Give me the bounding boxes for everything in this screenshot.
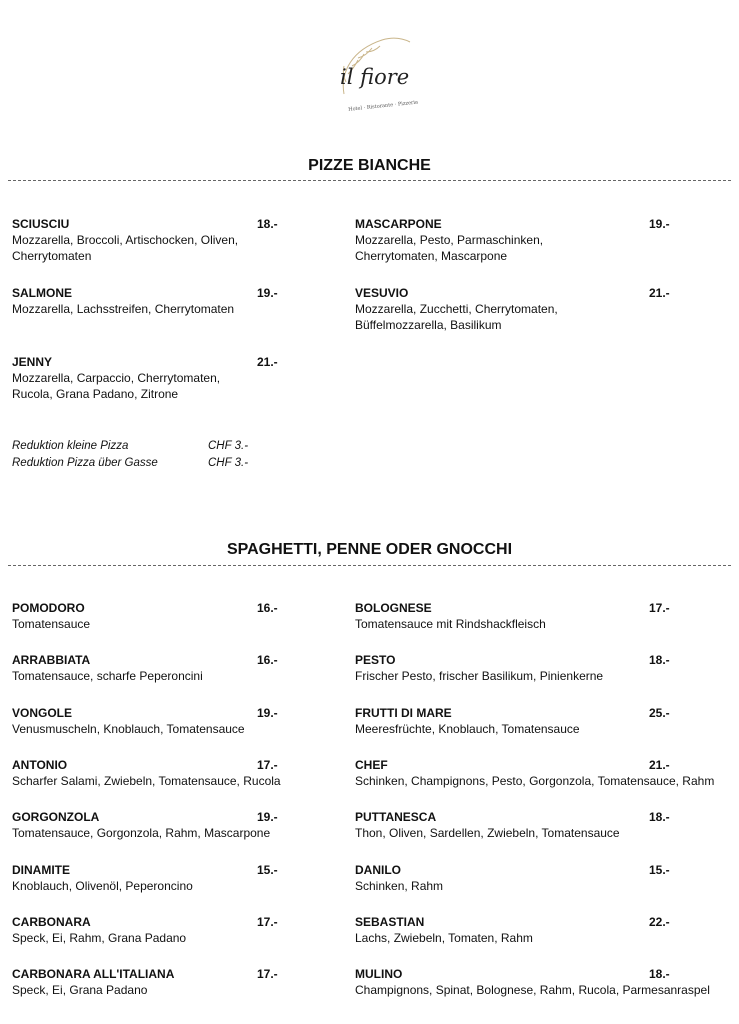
menu-item-bolognese — [355, 600, 685, 632]
menu-item-mulino — [355, 966, 710, 998]
menu-item-vongole — [12, 705, 282, 737]
item-description: Mozzarella, Pesto, Parmaschinken, Cherrytomaten, Mascarpone — [355, 233, 544, 263]
item-price: 19.- — [257, 286, 278, 300]
item-price: 15.- — [649, 862, 670, 877]
item-price: 17.- — [257, 914, 278, 929]
item-price: 25.- — [649, 705, 670, 720]
item-price: 19.- — [257, 705, 278, 720]
item-name: JENNY — [12, 355, 53, 369]
note-pizza-takeaway — [12, 457, 249, 469]
item-name: CARBONARA ALL'ITALIANA — [12, 967, 175, 982]
item-price: 21.- — [257, 355, 278, 369]
menu-item-vesuvio — [355, 285, 685, 333]
menu-item-sebastian — [355, 914, 685, 946]
item-name: VESUVIO — [355, 286, 409, 300]
menu-item-carbonara-all-italiana — [12, 966, 282, 998]
item-price: 18.- — [649, 653, 670, 668]
item-description: Meeresfrüchte, Knoblauch, Tomatensauce — [355, 721, 580, 736]
item-name: MULINO — [355, 967, 403, 982]
item-price: 19.- — [257, 810, 278, 825]
item-description: Scharfer Salami, Zwiebeln, Tomatensauce, Rucola — [12, 773, 281, 788]
item-price: 18.- — [649, 810, 670, 825]
item-description: Mozzarella, Zucchetti, Cherrytomaten, Büffelmozzarella, Basilikum — [355, 302, 558, 332]
menu-item-carbonara — [12, 914, 282, 946]
item-description: Schinken, Rahm — [355, 878, 444, 893]
item-description: Venusmuscheln, Knoblauch, Tomatensauce — [12, 721, 245, 736]
dotted-divider — [8, 180, 731, 181]
item-description: Tomatensauce, scharfe Peperoncini — [12, 669, 203, 684]
item-description: Speck, Ei, Rahm, Grana Padano — [12, 930, 187, 945]
menu-item-dinamite — [12, 862, 282, 894]
item-name: ANTONIO — [12, 757, 68, 772]
menu-item-sciusciu — [12, 216, 282, 264]
item-description: Schinken, Champignons, Pesto, Gorgonzola, Tomatensauce, Rahm — [355, 773, 715, 788]
item-name: ARRABBIATA — [12, 653, 91, 668]
item-description: Speck, Ei, Grana Padano — [12, 983, 148, 998]
menu-item-pomodoro — [12, 600, 282, 632]
menu-item-chef — [355, 757, 715, 789]
item-name: SEBASTIAN — [355, 914, 425, 929]
item-name: CHEF — [355, 757, 388, 772]
item-description: Mozzarella, Broccoli, Artischocken, Oliven, Cherrytomaten — [12, 233, 239, 263]
menu-item-pesto — [355, 652, 685, 684]
section-title-pizze-bianche: PIZZE BIANCHE — [308, 157, 431, 174]
item-name: SCIUSCIU — [12, 217, 70, 231]
menu-item-jenny — [12, 354, 282, 402]
item-name: DANILO — [355, 862, 401, 877]
item-description: Tomatensauce, Gorgonzola, Rahm, Mascarpone — [12, 826, 271, 841]
menu-item-arrabbiata — [12, 652, 282, 684]
item-price: 16.- — [257, 601, 278, 615]
item-price: 18.- — [649, 967, 670, 982]
note-amount: CHF 3.- — [208, 457, 249, 469]
item-description: Frischer Pesto, frischer Basilikum, Pinienkerne — [355, 669, 604, 684]
item-name: VONGOLE — [12, 705, 73, 720]
item-price: 17.- — [649, 601, 670, 615]
item-description: Knoblauch, Olivenöl, Peperoncino — [12, 878, 193, 893]
menu-item-salmone — [12, 285, 282, 317]
section-title-pasta: SPAGHETTI, PENNE ODER GNOCCHI — [226, 541, 513, 558]
item-price: 19.- — [649, 217, 670, 231]
item-description: Tomatensauce — [12, 617, 91, 631]
item-name: GORGONZOLA — [12, 810, 100, 825]
il-fiore-logo — [322, 22, 428, 118]
menu-item-mascarpone — [355, 216, 685, 264]
svg-text:Hotel · Ristorante · Pizzeria: Hotel · Ristorante · Pizzeria — [347, 99, 419, 113]
item-name: PUTTANESCA — [355, 810, 437, 825]
note-label: Reduktion Pizza über Gasse — [12, 457, 158, 469]
item-price: 17.- — [257, 757, 278, 772]
item-description: Champignons, Spinat, Bolognese, Rahm, Rucola, Parmesanraspel — [355, 983, 710, 998]
item-price: 21.- — [649, 757, 670, 772]
note-small-pizza — [12, 440, 249, 452]
item-name: PESTO — [355, 653, 396, 668]
dotted-divider — [8, 565, 731, 566]
item-name: POMODORO — [12, 601, 85, 615]
item-name: MASCARPONE — [355, 217, 442, 231]
item-price: 16.- — [257, 653, 278, 668]
item-description: Mozzarella, Carpaccio, Cherrytomaten, Rucola, Grana Padano, Zitrone — [12, 371, 221, 401]
item-name: DINAMITE — [12, 862, 70, 877]
menu-item-danilo — [355, 862, 685, 894]
item-price: 18.- — [257, 217, 278, 231]
item-name: CARBONARA — [12, 914, 91, 929]
item-price: 21.- — [649, 286, 670, 300]
menu-item-gorgonzola — [12, 809, 282, 841]
note-amount: CHF 3.- — [208, 440, 249, 452]
item-price: 17.- — [257, 967, 278, 982]
note-label: Reduktion kleine Pizza — [12, 440, 129, 452]
menu-item-antonio — [12, 757, 282, 789]
item-description: Lachs, Zwiebeln, Tomaten, Rahm — [355, 930, 533, 945]
item-description: Mozzarella, Lachsstreifen, Cherrytomaten — [12, 302, 235, 316]
item-name: BOLOGNESE — [355, 601, 432, 615]
menu-item-frutti-di-mare — [355, 705, 685, 737]
menu-item-puttanesca — [355, 809, 685, 841]
svg-text:il fiore: il fiore — [340, 65, 410, 89]
item-price: 22.- — [649, 914, 670, 929]
item-description: Tomatensauce mit Rindshackfleisch — [355, 617, 546, 631]
item-description: Thon, Oliven, Sardellen, Zwiebeln, Tomatensauce — [355, 826, 620, 841]
item-name: FRUTTI DI MARE — [355, 705, 452, 720]
item-price: 15.- — [257, 862, 278, 877]
item-name: SALMONE — [12, 286, 72, 300]
